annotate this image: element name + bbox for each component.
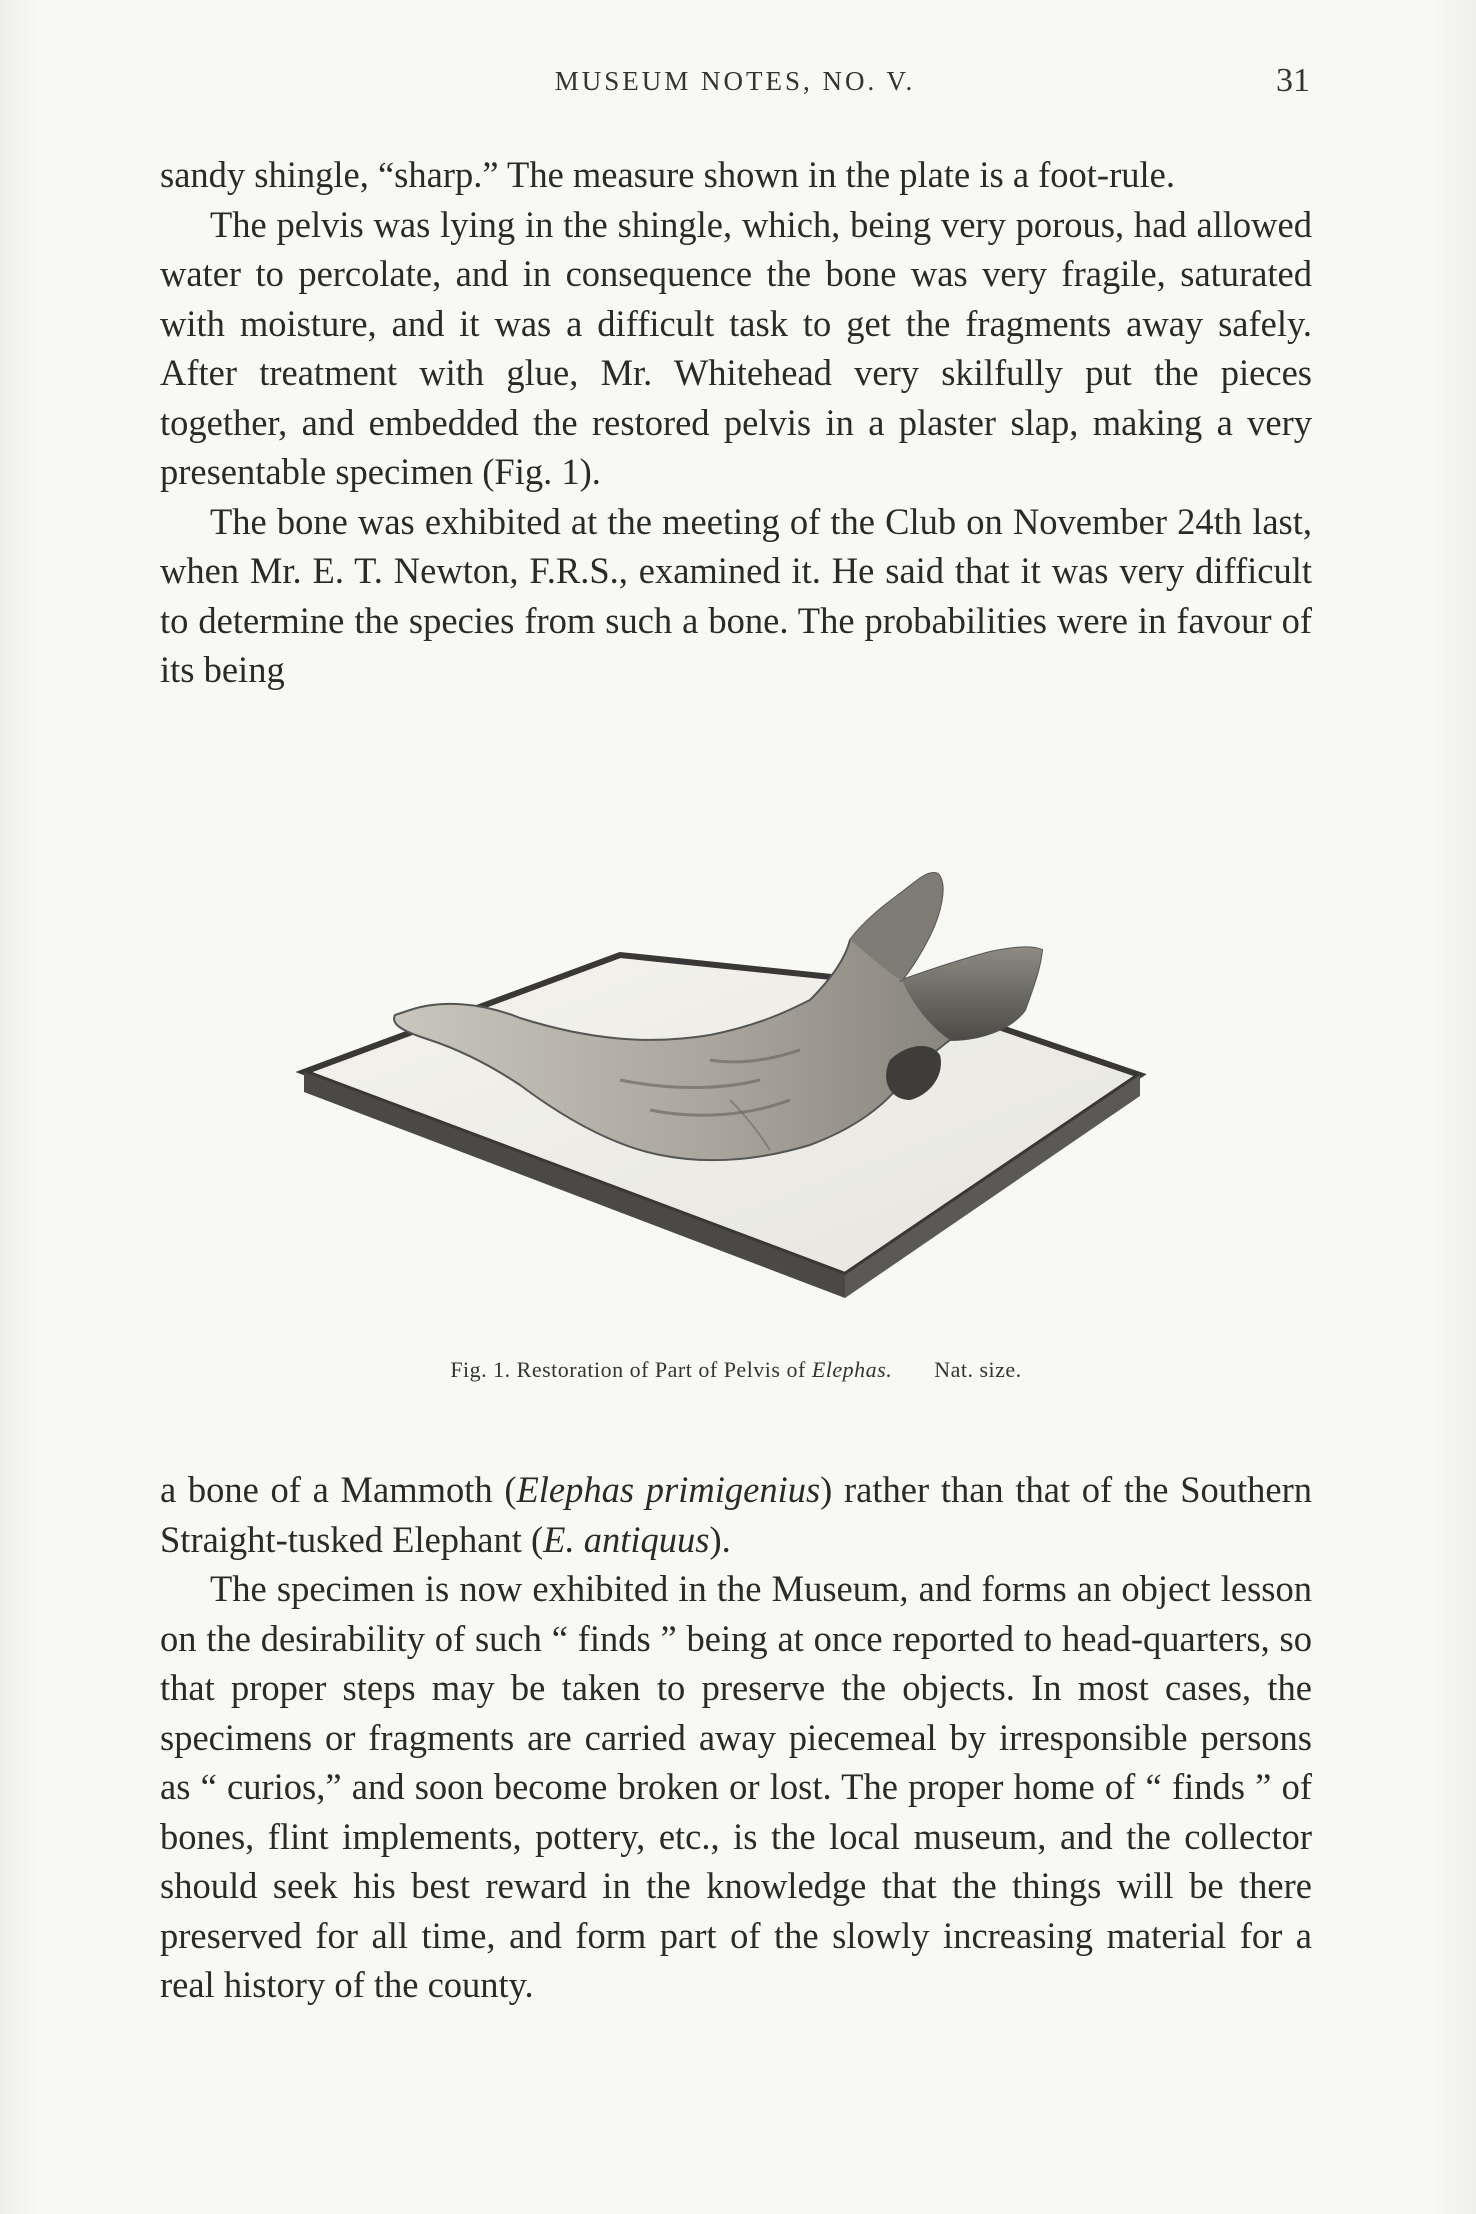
text-run: ) rather than that of the Southern Straight-tusked Elephant ( <box>160 1469 1312 1560</box>
running-head <box>160 62 1310 122</box>
page-number: 31 <box>1276 62 1310 99</box>
caption-text: Restoration of Part of Pelvis of <box>516 1357 806 1382</box>
caption-scale: Nat. size. <box>934 1357 1022 1382</box>
paragraph: The bone was exhibited at the meeting of the Club on November 24th last, when Mr. E. T. Newton, F.R.S., examined it. He said that it was very difficult to determine the species from such a bone. The probabilities were in favour of its being <box>160 500 1312 690</box>
species-name: E. antiquus <box>543 1518 710 1560</box>
figure-caption <box>160 1357 1312 1383</box>
paragraph: sandy shingle, “sharp.” The measure shown in the plate is a foot-rule. <box>160 154 1175 195</box>
text-run: ). <box>709 1518 731 1560</box>
paragraph: The pelvis was lying in the shingle, which, being very porous, had allowed water to percolate, and in consequence the bone was very fragile, saturated with moisture, and it was a difficult task to get the fragments away safely. After treatment with glue, Mr. Whitehead very skilfully put the pieces together, and embedded the restored pelvis in a plaster slap, making a very presentable specimen (Fig. 1). <box>160 203 1312 492</box>
figure-pelvis-photo <box>290 860 1170 1320</box>
paragraph: The specimen is now exhibited in the Museum, and forms an object lesson on the desirability of such “ finds ” being at once reported to head-quarters, so that proper steps may be taken to preserve the objects. In most cases, the specimens or fragments are carried away piecemeal by irresponsible persons as “ curios,” and soon become broken or lost. The proper home of “ finds ” of bones, flint implements, pottery, etc., is the local museum, and the collector should seek his best reward in the knowledge that the things will be there preserved for all time, and form part of the slowly increasing material for a real history of the county. <box>160 1568 1312 2005</box>
body-text-bottom <box>160 1465 1312 2010</box>
body-text-top <box>160 150 1312 695</box>
text-run: a bone of a Mammoth ( <box>160 1469 517 1510</box>
pelvis-photo-illustration <box>290 860 1170 1320</box>
paragraph <box>160 1465 1312 1564</box>
caption-genus: Elephas. <box>811 1357 893 1382</box>
running-title: MUSEUM NOTES, NO. V. <box>554 66 916 96</box>
species-name: Elephas primigenius <box>516 1469 821 1510</box>
caption-label: Fig. 1. <box>450 1357 511 1382</box>
